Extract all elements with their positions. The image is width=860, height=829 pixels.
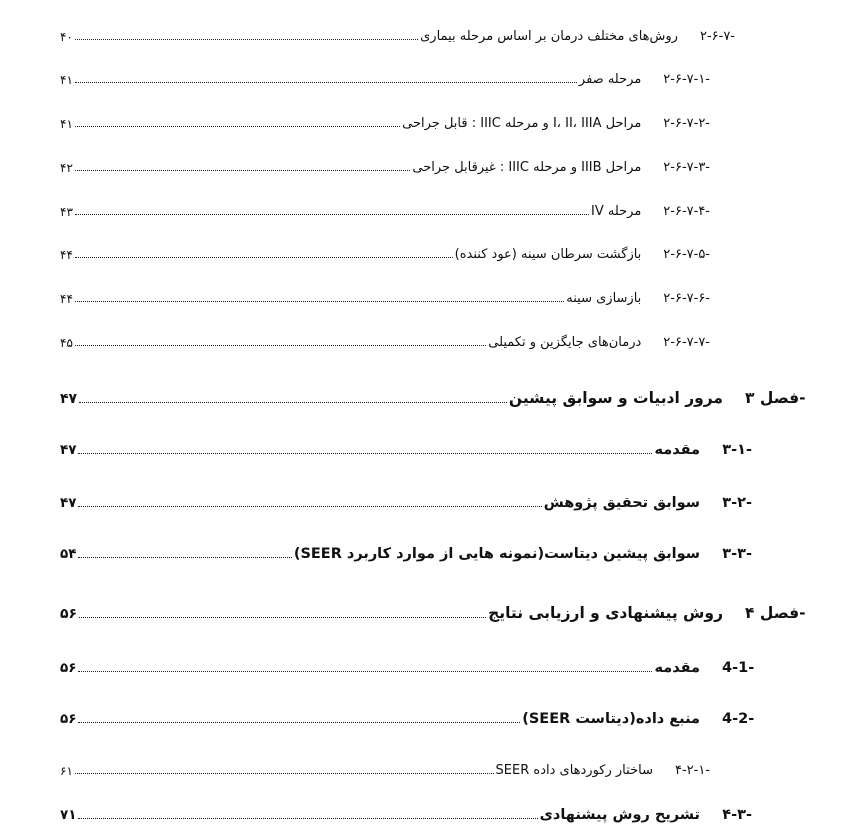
- toc-dot-leader: [78, 506, 541, 507]
- toc-entry[interactable]: [0, 14, 860, 44]
- toc-entry-page-number: ۴۲: [60, 161, 73, 175]
- toc-entry-page-number: ۵۴: [60, 546, 77, 562]
- toc-entry-page-number: ۴۰: [60, 30, 73, 44]
- toc-dot-leader: [78, 722, 520, 723]
- toc-entry-number: فصل ۴-: [745, 604, 806, 622]
- toc-entry[interactable]: [0, 592, 860, 622]
- toc-entry[interactable]: [0, 428, 860, 458]
- toc-entry-page-number: ۵۶: [60, 711, 77, 727]
- toc-entry-number: ۳-۱-: [722, 442, 752, 458]
- toc-entry-page-number: ۵۶: [60, 660, 77, 676]
- toc-entry[interactable]: [0, 532, 860, 562]
- toc-entry-page-number: ۴۱: [60, 117, 73, 131]
- toc-dot-leader: [78, 557, 291, 558]
- toc-entry-number: ۴-۳-: [722, 807, 752, 823]
- toc-entry-page-number: ۴۴: [60, 248, 73, 262]
- toc-entry-page-number: ۴۱: [60, 73, 73, 87]
- toc-dot-leader: [79, 617, 486, 618]
- toc-entry-title: مقدمه: [654, 442, 700, 458]
- toc-entry-number: ۲-۶-۷-۶-: [663, 291, 710, 306]
- toc-entry-title: ساختار رکوردهای داده SEER: [495, 763, 653, 778]
- toc-entry-page-number: ۶۱: [60, 764, 73, 778]
- toc-dot-leader: [78, 671, 652, 672]
- toc-entry-page-number: ۴۳: [60, 205, 73, 219]
- toc-entry-number: ۲-۶-۷-: [699, 29, 735, 44]
- toc-dot-leader: [75, 773, 494, 774]
- toc-entry-title: منبع داده(دیتاست SEER): [522, 711, 700, 727]
- toc-entry-number: ۲-۶-۷-۵-: [663, 247, 710, 262]
- toc-entry-number: 4-2-: [722, 711, 755, 727]
- toc-entry[interactable]: [0, 101, 860, 131]
- toc-entry[interactable]: [0, 232, 860, 262]
- toc-entry[interactable]: [0, 57, 860, 87]
- toc-dot-leader: [75, 170, 410, 171]
- toc-entry-page-number: ۵۶: [60, 606, 78, 622]
- toc-entry-title: مراحل IIIB و مرحله IIIC : غیرقابل جراحی: [412, 160, 642, 175]
- toc-dot-leader: [75, 82, 577, 83]
- toc-entry-page-number: ۴۷: [60, 495, 77, 511]
- toc-entry-title: مرور ادبیات و سوابق پیشین: [508, 389, 723, 407]
- toc-entry[interactable]: [0, 481, 860, 511]
- toc-entry-title: سوابق تحقیق پژوهش: [543, 495, 700, 511]
- toc-entry-page-number: ۴۷: [60, 391, 78, 407]
- toc-entry-title: بازسازی سینه: [566, 291, 642, 306]
- toc-entry-number: ۲-۶-۷-۷-: [663, 335, 710, 350]
- toc-entry[interactable]: [0, 377, 860, 407]
- toc-entry-title: درمان‌های جایگزین و تکمیلی: [488, 335, 642, 350]
- toc-entry-number: 4-1-: [722, 660, 755, 676]
- toc-entry-title: مرحله IV: [590, 204, 642, 219]
- toc-entry[interactable]: [0, 697, 860, 727]
- toc-entry-title: مراحل I، II، IIIA و مرحله IIIC : قابل جراحی: [402, 116, 642, 131]
- toc-entry-title: سوابق پیشین دیتاست(نمونه هایی از موارد کاربرد SEER): [293, 546, 700, 562]
- toc-entry-number: ۲-۶-۷-۲-: [663, 116, 710, 131]
- toc-dot-leader: [75, 345, 486, 346]
- toc-entry[interactable]: [0, 189, 860, 219]
- toc-entry[interactable]: [0, 646, 860, 676]
- toc-dot-leader: [75, 214, 589, 215]
- toc-entry-title: تشریح روش پیشنهادی: [539, 807, 700, 823]
- toc-entry[interactable]: [0, 145, 860, 175]
- toc-entry-number: ۳-۲-: [722, 495, 752, 511]
- toc-entry-title: روش‌های مختلف درمان بر اساس مرحله بیماری: [420, 29, 678, 44]
- toc-entry[interactable]: [0, 748, 860, 778]
- toc-dot-leader: [75, 257, 453, 258]
- toc-entry-page-number: ۷۱: [60, 807, 77, 823]
- toc-entry-title: مقدمه: [654, 660, 700, 676]
- toc-entry-number: ۴-۲-۱-: [674, 763, 710, 778]
- toc-dot-leader: [75, 126, 400, 127]
- toc-entry-number: فصل ۳-: [745, 389, 806, 407]
- toc-entry-title: بازگشت سرطان سینه (عود کننده): [454, 247, 642, 262]
- toc-dot-leader: [75, 301, 564, 302]
- toc-entry-number: ۲-۶-۷-۴-: [663, 204, 710, 219]
- toc-dot-leader: [78, 818, 537, 819]
- toc-entry-number: ۲-۶-۷-۱-: [663, 72, 710, 87]
- toc-entry-page-number: ۴۵: [60, 336, 73, 350]
- toc-entry-page-number: ۴۴: [60, 292, 73, 306]
- toc-entry-page-number: ۴۷: [60, 442, 77, 458]
- toc-dot-leader: [75, 39, 418, 40]
- toc-entry-number: ۲-۶-۷-۳-: [663, 160, 710, 175]
- toc-entry[interactable]: [0, 276, 860, 306]
- toc-entry-title: روش پیشنهادی و ارزیابی نتایج: [488, 604, 723, 622]
- toc-dot-leader: [79, 402, 507, 403]
- toc-entry[interactable]: [0, 793, 860, 823]
- toc-entry-number: ۳-۳-: [722, 546, 752, 562]
- toc-dot-leader: [78, 453, 652, 454]
- toc-entry[interactable]: [0, 320, 860, 350]
- toc-entry-title: مرحله صفر: [578, 72, 642, 87]
